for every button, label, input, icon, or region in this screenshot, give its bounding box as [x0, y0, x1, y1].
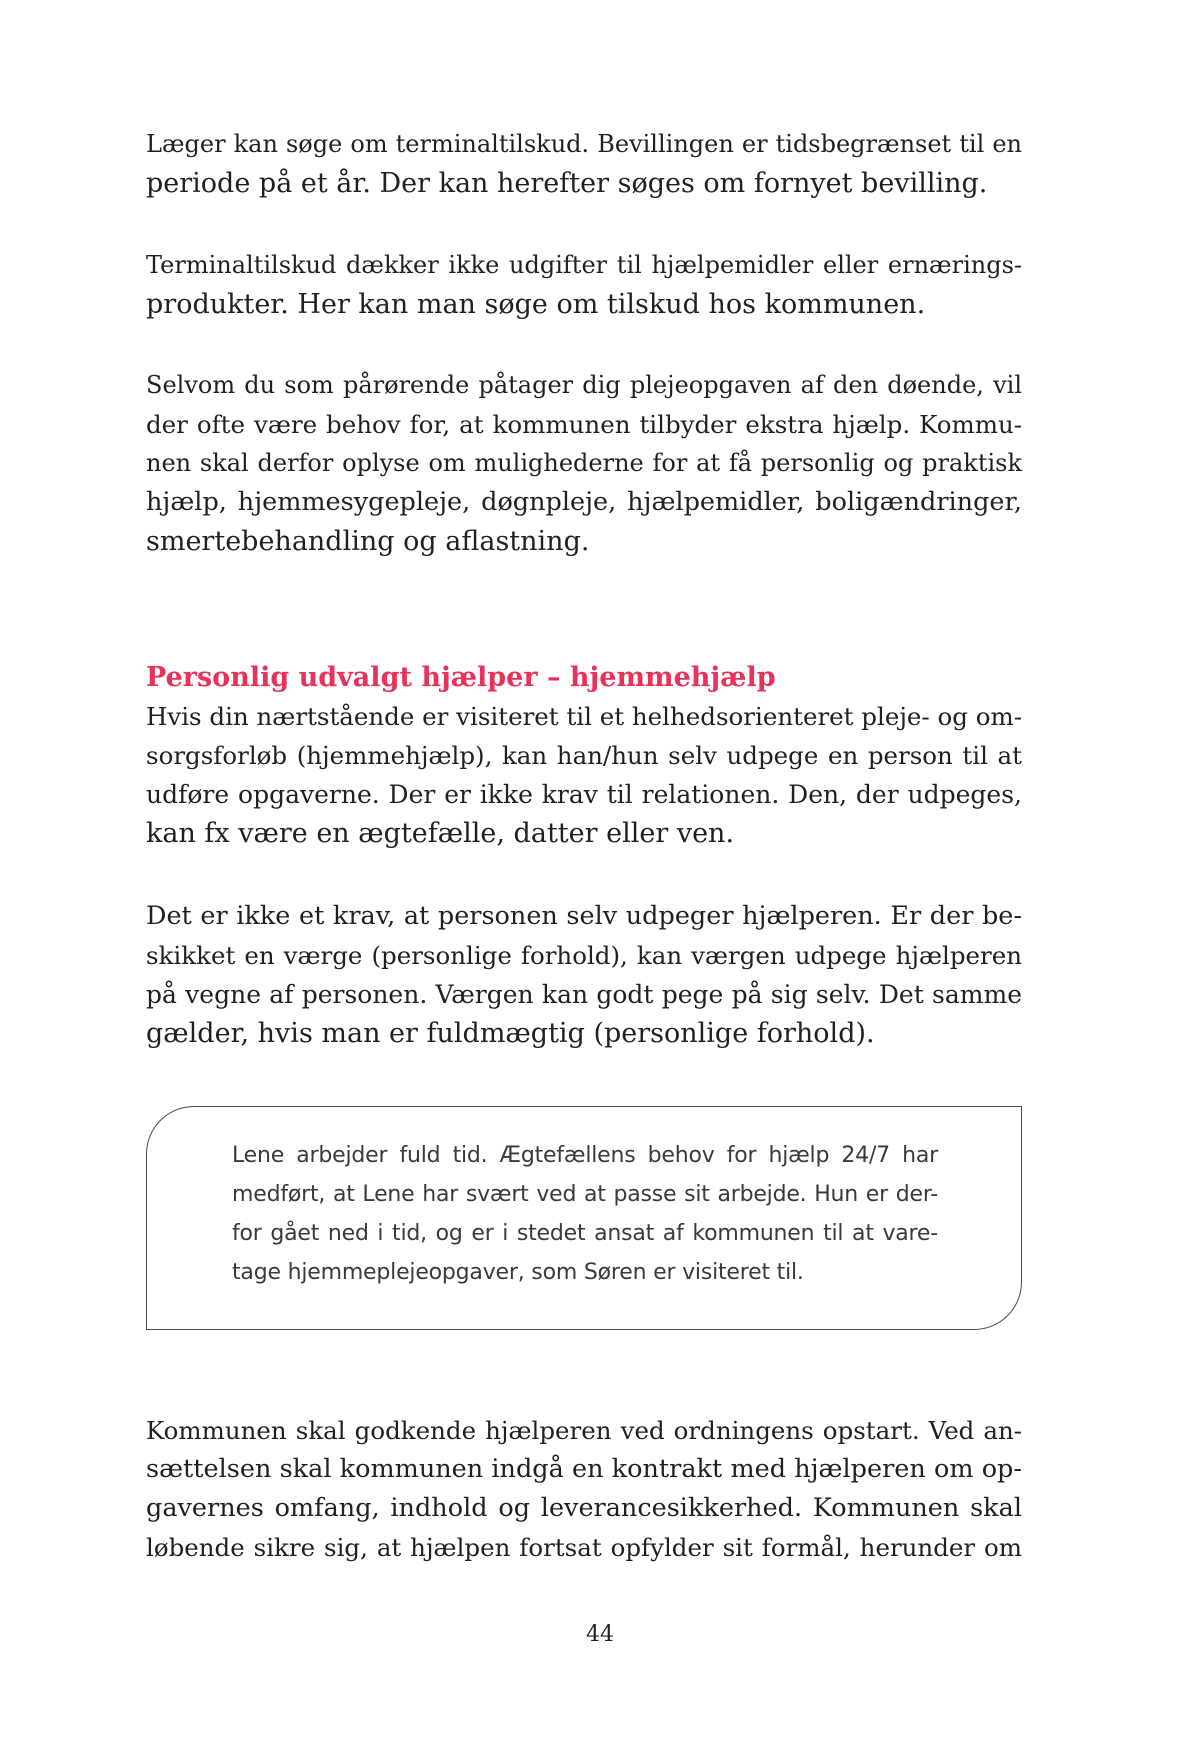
section-heading: Personlig udvalgt hjælper – hjemmehjælp — [146, 662, 776, 693]
text-line: der ofte være behov for, at kommunen tilbyder ekstra hjælp. Kommu- — [146, 410, 1022, 439]
paragraph-visiteret — [146, 697, 1022, 853]
text-line: Lene arbejder fuld tid. Ægtefællens behov for hjælp 24/7 har — [232, 1143, 938, 1168]
paragraph-vaerge — [146, 897, 1022, 1053]
text-line: smertebehandling og aflastning. — [146, 526, 590, 557]
paragraph-godkende — [146, 1411, 1022, 1567]
paragraph-hjaelpemidler — [146, 246, 1022, 324]
text-line: sorgsforløb (hjemmehjælp), kan han/hun selv udpege en person til at — [146, 741, 1022, 770]
text-line: Det er ikke et krav, at personen selv udpeger hjælperen. Er der be- — [146, 901, 1022, 931]
text-line: produkter. Her kan man søge om tilskud hos kommunen. — [146, 289, 926, 320]
text-line: Kommunen skal godkende hjælperen ved ordningens opstart. Ved an- — [146, 1416, 1022, 1445]
text-line: gælder, hvis man er fuldmægtig (personlige forhold). — [146, 1018, 875, 1049]
text-line: på vegne af personen. Værgen kan godt pege på sig selv. Det samme — [146, 980, 1022, 1009]
text-line: tage hjemmeplejeopgaver, som Søren er visiteret til. — [232, 1260, 804, 1285]
text-line: skikket en værge (personlige forhold), kan værgen udpege hjælperen — [146, 941, 1022, 970]
paragraph-kommunen-hjaelp — [146, 366, 1022, 561]
paragraph-terminaltilskud — [146, 125, 1022, 203]
text-line: Hvis din nærtstående er visiteret til et helhedsorienteret pleje- og om- — [146, 702, 1022, 731]
text-line: løbende sikre sig, at hjælpen fortsat opfylder sit formål, herunder om — [146, 1533, 1022, 1562]
page-number: 44 — [586, 1622, 614, 1647]
text-line: kan fx være en ægtefælle, datter eller ven. — [146, 818, 735, 849]
text-line: nen skal derfor oplyse om mulighederne for at få personlig og praktisk — [146, 449, 1022, 477]
text-line: udføre opgaverne. Der er ikke krav til relationen. Den, der udpeges, — [146, 780, 1022, 809]
text-line: periode på et år. Der kan herefter søges om fornyet bevilling. — [146, 168, 988, 199]
text-line: for gået ned i tid, og er i stedet ansat af kommunen til at vare- — [232, 1221, 938, 1246]
example-box-text — [232, 1136, 938, 1292]
text-line: Terminaltilskud dækker ikke udgifter til hjælpemidler eller ernærings- — [146, 251, 1022, 279]
text-line: hjælp, hjemmesygepleje, døgnpleje, hjælpemidler, boligændringer, — [146, 487, 1022, 517]
text-line: Læger kan søge om terminaltilskud. Bevillingen er tidsbegrænset til en — [146, 130, 1022, 158]
text-line: gavernes omfang, indhold og leverancesikkerhed. Kommunen skal — [146, 1493, 1022, 1523]
text-line: sættelsen skal kommunen indgå en kontrakt med hjælperen om op- — [146, 1454, 1022, 1484]
text-line: medført, at Lene har svært ved at passe sit arbejde. Hun er der- — [232, 1182, 938, 1207]
text-line: Selvom du som pårørende påtager dig plejeopgaven af den døende, vil — [146, 371, 1022, 399]
